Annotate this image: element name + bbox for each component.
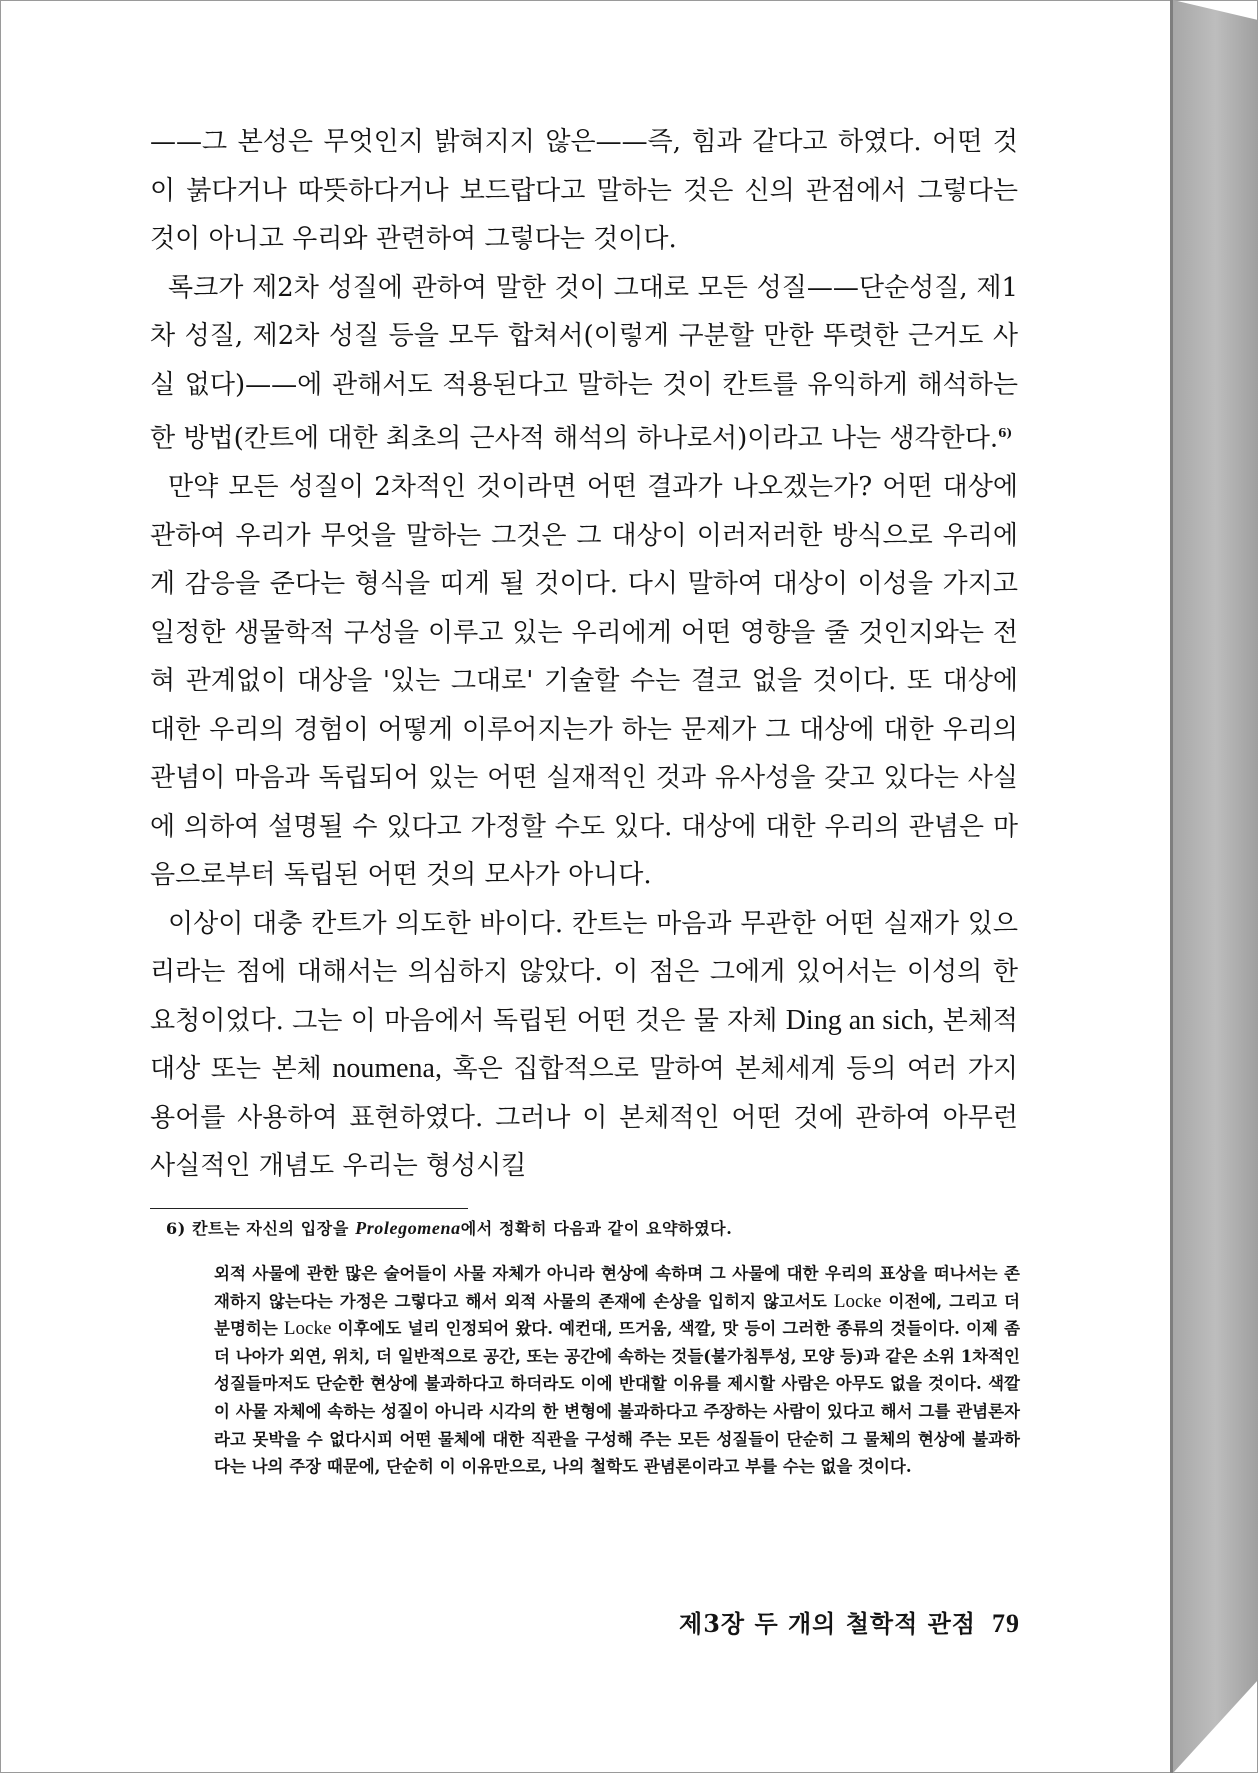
paragraph-4-part3: 혹은 집합적으로 말하여 본체세계 등의 여러 가지 용어를 사용하여 표현하였다. 그러나 이 본체적인 어떤 것에 관하여 아무런 사실적인 개념도 우리는 형성시킬: [150, 1054, 1019, 1182]
footnote-quote-part1: 외적 사물에 관한 많은 술어들이 사물 자체가 아니라 현상에 속하며 그 사물에 대한 우리의 표상을 떠나서는 존재하지 않는다는 가정은 그렇다고 해서 외적 사물의 존재에 손상을 입히지 않고서도: [214, 1264, 1020, 1311]
running-footer: [600, 1604, 1020, 1639]
term-ding-an-sich: Ding an sich,: [785, 1004, 935, 1036]
page-edge-shadow: [1170, 0, 1173, 1773]
paragraph-3: 만약 모든 성질이 2차적인 것이라면 어떤 결과가 나오겠는가? 어떤 대상에 관하여 우리가 무엇을 말하는 그것은 그 대상이 이러저러한 방식으로 우리에게 감응을 준다는 형식을 띠게 될 것이다. 다시 말하여 대상이 이성을 가지고 일정한 생물학적 구성을 이루고 있는 우리에게 어떤 영향을 줄 것인지와는 전혀 관계없이 대상을 '있는 그대로' 기술할 수는 결코 없을 것이다. 또 대상에 대한 우리의 경험이 어떻게 이루어지는가 하는 문제가 그 대상에 대한 우리의 관념이 마음과 독립되어 있는 어떤 실재적인 것과 유사성을 갖고 있다는 사실에 의하여 설명될 수 있다고 가정할 수도 있다. 대상에 대한 우리의 관념은 마음으로부터 독립된 어떤 것의 모사가 아니다.: [150, 472, 1018, 891]
footnote-number: 6): [166, 1219, 186, 1238]
term-noumena: noumena,: [332, 1053, 442, 1085]
footnote-quote-part2: 이전에, 그리고 더 분명히는: [214, 1291, 1020, 1339]
book-page-edge: [1173, 0, 1258, 1773]
paragraph-1: ——그 본성은 무엇인지 밝혀지지 않은——즉, 힘과 같다고 하였다. 어떤 것이 붉다거나 따뜻하다거나 보드랍다고 말하는 것은 신의 관점에서 그렇다는 것이 아니고 우리와 관련하여 그렇다는 것이다.: [150, 127, 1018, 254]
paragraph-2-text: 록크가 제2차 성질에 관하여 말한 것이 그대로 모든 성질——단순성질, 제1차 성질, 제2차 성질 등을 모두 합쳐서(이렇게 구분할 만한 뚜렷한 근거도 사실 없다)——에 관해서도 적용된다고 말하는 것이 칸트를 유익하게 해석하는 한 방법(칸트에 대한 최초의 근사적 해석의 하나로서)이라고 나는 생각한다.: [150, 272, 1018, 454]
paragraph-4-part2: 본체적 대상 또는 본체: [150, 1005, 1019, 1085]
footnote-quote: [214, 1260, 1020, 1481]
footnote-intro-after: 에서 정확히 다음과 같이 요약하였다.: [460, 1219, 733, 1238]
page-number: 79: [992, 1609, 1020, 1638]
chapter-title: 제3장 두 개의 철학적 관점: [679, 1609, 976, 1638]
footnote-locke-1: Locke: [833, 1290, 882, 1312]
paragraph-2: [150, 264, 1018, 464]
footnote-intro-title: Prolegomena: [355, 1218, 461, 1238]
footnote-divider: [150, 1208, 468, 1209]
footnote-intro-before: 칸트는 자신의 입장을: [192, 1219, 349, 1238]
paragraph-4-part1: 이상이 대충 칸트가 의도한 바이다. 칸트는 마음과 무관한 어떤 실재가 있으리라는 점에 대해서는 의심하지 않았다. 이 점은 그에게 있어서는 이성의 한 요청이었다. 그는 이 마음에서 독립된 어떤 것은 물 자체: [150, 908, 1018, 1036]
main-text: [150, 118, 1018, 1191]
paragraph-4: [150, 900, 1018, 1191]
footnote-heading: [166, 1215, 1026, 1242]
footnote-locke-2: Locke: [283, 1318, 332, 1340]
footnote-quote-part3: 이후에도 널리 인정되어 왔다. 예컨대, 뜨거움, 색깔, 맛 등이 그러한 종류의 것들이다. 이제 좀더 나아가 외연, 위치, 더 일반적으로 공간, 또는 공간에 속하는 것들(불가침투성, 모양 등)과 같은 소위 1차적인 성질들마저도 단순한 현상에 불과하다고 하더라도 이에 반대할 이유를 제시할 사람은 아무도 없을 것이다. 색깔이 사물 자체에 속하는 성질이 아니라 시각의 한 변형에 불과하다고 주장하는 사람이 있다고 해서 그를 관념론자라고 못박을 수 없다시피 어떤 물체에 대한 직관을 구성해 주는 모든 성질들이 단순히 그 물체의 현상에 불과하다는 나의 주장 때문에, 단순히 이 이유만으로, 나의 철학도 관념론이라고 부를 수는 없을 것이다.: [214, 1319, 1021, 1477]
footnote-marker[interactable]: 6): [998, 426, 1013, 440]
